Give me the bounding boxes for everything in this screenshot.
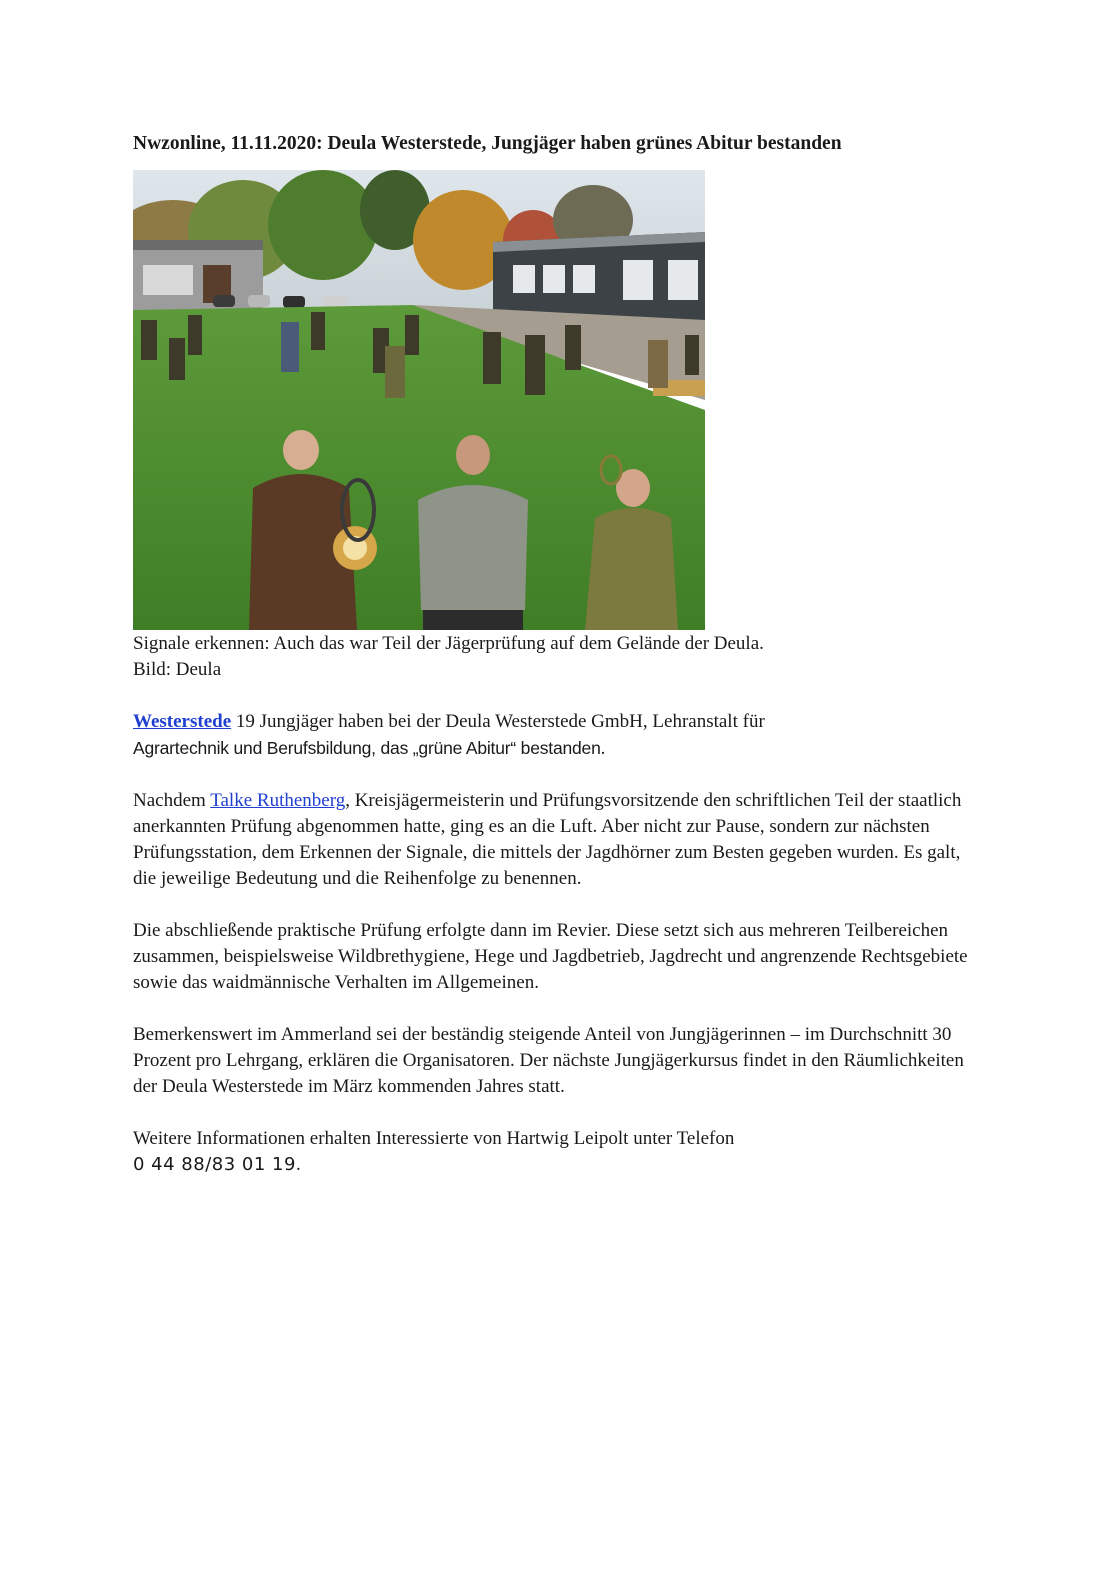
paragraph-exam [133,788,983,892]
paragraph-contact [133,1126,983,1178]
contact-phone: 0 44 88/83 01 19 [133,1154,296,1175]
intro-text: 19 Jungjäger haben bei der Deula Westerstede GmbH, Lehranstalt für [231,711,765,732]
paragraph-intro [133,709,983,762]
paragraph-female-share: Bemerkenswert im Ammerland sei der beständig steigende Anteil von Jungjägerinnen – im Durchschnitt 30 Prozent pro Lehrgang, erklären die Organisatoren. Der nächste Jungjägerkursus findet in den Räumlichkeiten der Deula Westerstede im März kommenden Jahres statt. [133,1024,964,1097]
exam-text: , Kreisjägermeisterin und Prüfungsvorsitzende den schriftlichen Teil der staatlich anerkannten Prüfung abgenommen hatte, ging es an die Luft. Aber nicht zur Pause, sondern zur nächsten Prüfungsstation, dem Erkennen der Signale, die mittels der Jagdhörner zum Besten gegeben wurden. Es galt, die jeweilige Bedeutung und die Reihenfolge zu benennen. [133,790,962,889]
exam-text-start: Nachdem [133,790,211,811]
document-page [133,130,983,1178]
article-title: Nwzonline, 11.11.2020: Deula Westerstede, Jungjäger haben grünes Abitur bestanden [133,133,842,154]
paragraph-practical-exam: Die abschließende praktische Prüfung erfolgte dann im Revier. Diese setzt sich aus mehreren Teilbereichen zusammen, beispielsweise Wildbrethygiene, Hege und Jagdbetrieb, Jagdrecht und angrenzende Rechtsgebiete sowie das waidmännische Verhalten im Allgemeinen. [133,920,968,993]
photo-credit: Bild: Deula [133,659,222,680]
contact-text: Weitere Informationen erhalten Interessierte von Hartwig Leipolt unter Telefon [133,1128,735,1149]
article-photo [133,170,705,630]
photo-caption: Signale erkennen: Auch das war Teil der Jägerprüfung auf dem Gelände der Deula. [133,633,764,654]
intro-text-end: . [600,738,606,759]
link-talke-ruthenberg[interactable]: Talke Ruthenberg [210,790,346,811]
intro-text-continued: Agrartechnik und Berufsbildung, das „grüne Abitur“ bestanden [133,738,601,758]
contact-end: . [295,1154,301,1175]
link-westerstede[interactable]: Westerstede [133,711,232,732]
